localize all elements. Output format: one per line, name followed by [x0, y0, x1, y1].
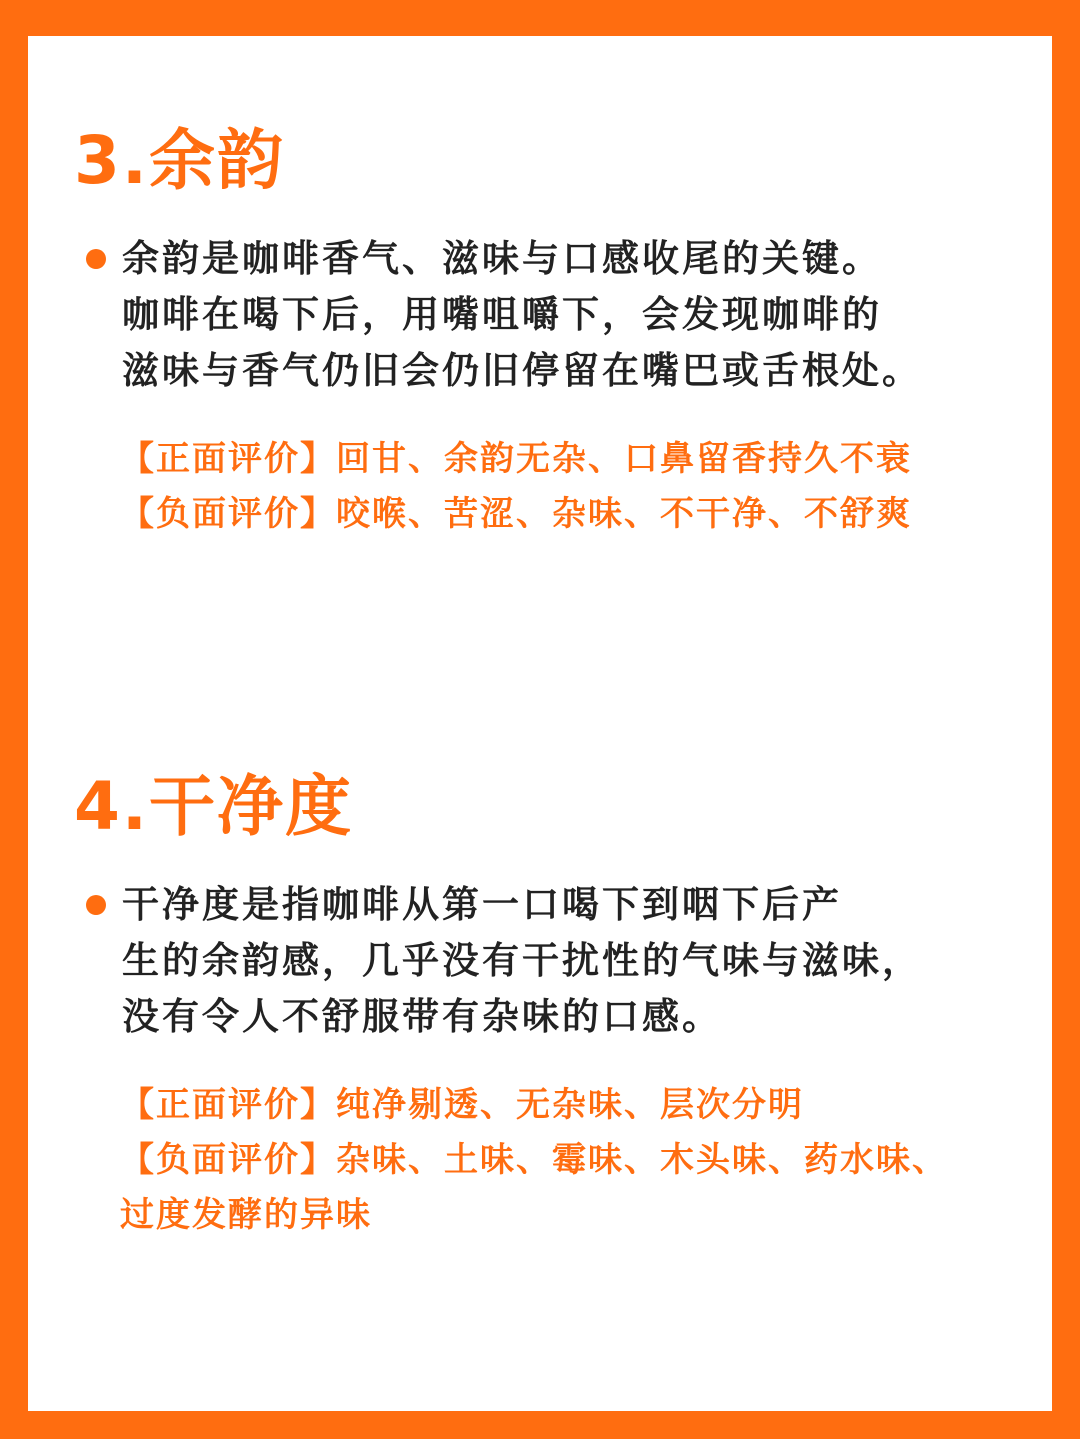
body-line: 生的余韵感，几乎没有干扰性的气味与滋味，	[122, 939, 922, 982]
bullet-dot-icon	[86, 895, 106, 915]
bullet-text	[122, 877, 922, 1045]
body-line: 余韵是咖啡香气、滋味与口感收尾的关键。	[122, 237, 882, 280]
section-heading: 3.余韵	[74, 122, 285, 199]
negative-evaluation-continued: 过度发酵的异味	[120, 1195, 372, 1235]
bullet-dot-icon	[86, 249, 106, 269]
evaluation-block	[120, 1078, 948, 1243]
positive-evaluation: 【正面评价】回甘、余韵无杂、口鼻留香持久不衰	[120, 439, 912, 479]
content-card	[28, 36, 1052, 1411]
negative-evaluation: 【负面评价】咬喉、苦涩、杂味、不干净、不舒爽	[120, 494, 912, 534]
body-line: 滋味与香气仍旧会仍旧停留在嘴巴或舌根处。	[122, 349, 922, 392]
body-line: 干净度是指咖啡从第一口喝下到咽下后产	[122, 883, 842, 926]
body-line: 咖啡在喝下后，用嘴咀嚼下，会发现咖啡的	[122, 293, 882, 336]
section-heading: 4.干净度	[74, 768, 353, 845]
bullet-text	[122, 231, 922, 399]
positive-evaluation: 【正面评价】纯净剔透、无杂味、层次分明	[120, 1085, 804, 1125]
body-line: 没有令人不舒服带有杂味的口感。	[122, 995, 722, 1038]
evaluation-block	[120, 432, 912, 542]
negative-evaluation: 【负面评价】杂味、土味、霉味、木头味、药水味、	[120, 1140, 948, 1180]
